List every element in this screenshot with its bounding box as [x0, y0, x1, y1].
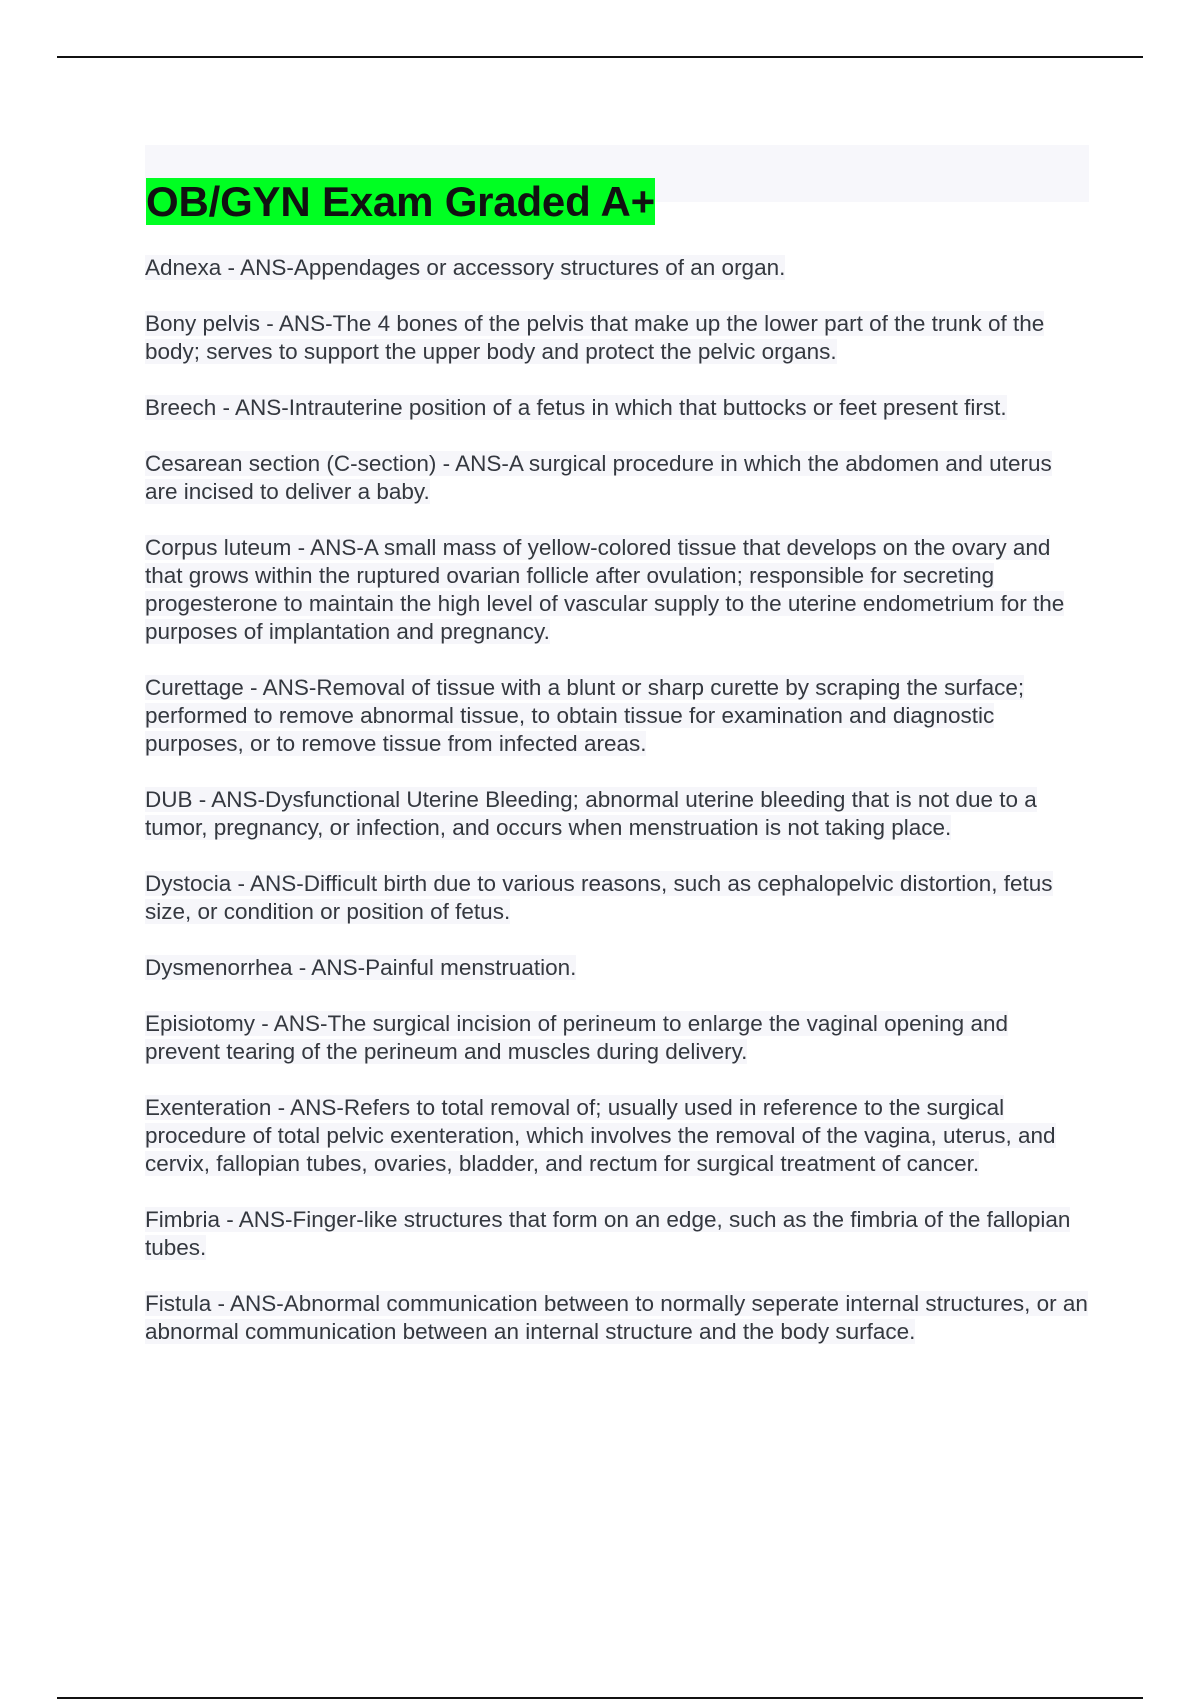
- glossary-entry: [145, 786, 1089, 842]
- glossary-entry: [145, 534, 1089, 646]
- glossary-entry-text: Breech - ANS-Intrauterine position of a fetus in which that buttocks or feet present first.: [145, 395, 1007, 420]
- page-title-text: OB/GYN Exam Graded A+: [146, 178, 655, 226]
- glossary-entry: [145, 1206, 1089, 1262]
- glossary-entry: [145, 870, 1089, 926]
- glossary-entry: [145, 310, 1089, 366]
- top-divider: [57, 56, 1143, 58]
- glossary-entry-text: Bony pelvis - ANS-The 4 bones of the pelvis that make up the lower part of the trunk of the body; serves to support the upper body and protect the pelvic organs.: [145, 311, 1045, 364]
- glossary-entry-text: Curettage - ANS-Removal of tissue with a blunt or sharp curette by scraping the surface; performed to remove abnormal tissue, to obtain tissue for examination and diagnostic purposes, or to remove tissue from infected areas.: [145, 675, 1025, 756]
- glossary-entry-text: Corpus luteum - ANS-A small mass of yellow-colored tissue that develops on the ovary and that grows within the ruptured ovarian follicle after ovulation; responsible for secreting progesterone to maintain the high level of vascular supply to the uterine endometrium for the purposes of implantation and pregnancy.: [145, 535, 1065, 644]
- glossary-entry-text: Fistula - ANS-Abnormal communication between to normally seperate internal structures, or an abnormal communication between an internal structure and the body surface.: [145, 1291, 1088, 1344]
- glossary-entry: [145, 450, 1089, 506]
- page-title: [145, 173, 657, 230]
- glossary-entry-text: Exenteration - ANS-Refers to total removal of; usually used in reference to the surgical procedure of total pelvic exenteration, which involves the removal of the vagina, uterus, and cervix, fallopian tubes, ovaries, bladder, and rectum for surgical treatment of cancer.: [145, 1095, 1056, 1176]
- glossary-entry: [145, 674, 1089, 758]
- glossary-entry-text: Dysmenorrhea - ANS-Painful menstruation.: [145, 955, 577, 980]
- glossary-entry-text: Episiotomy - ANS-The surgical incision of perineum to enlarge the vaginal opening and prevent tearing of the perineum and muscles during delivery.: [145, 1011, 1008, 1064]
- glossary-entry: [145, 1010, 1089, 1066]
- glossary-entry-text: Fimbria - ANS-Finger-like structures that form on an edge, such as the fimbria of the fallopian tubes.: [145, 1207, 1071, 1260]
- glossary-entry-text: Cesarean section (C-section) - ANS-A surgical procedure in which the abdomen and uterus are incised to deliver a baby.: [145, 451, 1052, 504]
- glossary-entry: [145, 394, 1089, 422]
- glossary-entry-text: Dystocia - ANS-Difficult birth due to various reasons, such as cephalopelvic distortion, fetus size, or condition or position of fetus.: [145, 871, 1053, 924]
- glossary-entry-text: DUB - ANS-Dysfunctional Uterine Bleeding; abnormal uterine bleeding that is not due to a tumor, pregnancy, or infection, and occurs when menstruation is not taking place.: [145, 787, 1037, 840]
- glossary-list: [145, 254, 1089, 1346]
- glossary-entry-text: Adnexa - ANS-Appendages or accessory structures of an organ.: [145, 255, 786, 280]
- title-band: [145, 145, 1089, 226]
- glossary-entry: [145, 1094, 1089, 1178]
- glossary-entry: [145, 254, 1089, 282]
- document-body: [145, 145, 1089, 1374]
- glossary-entry: [145, 954, 1089, 982]
- glossary-entry: [145, 1290, 1089, 1346]
- bottom-divider: [57, 1697, 1143, 1699]
